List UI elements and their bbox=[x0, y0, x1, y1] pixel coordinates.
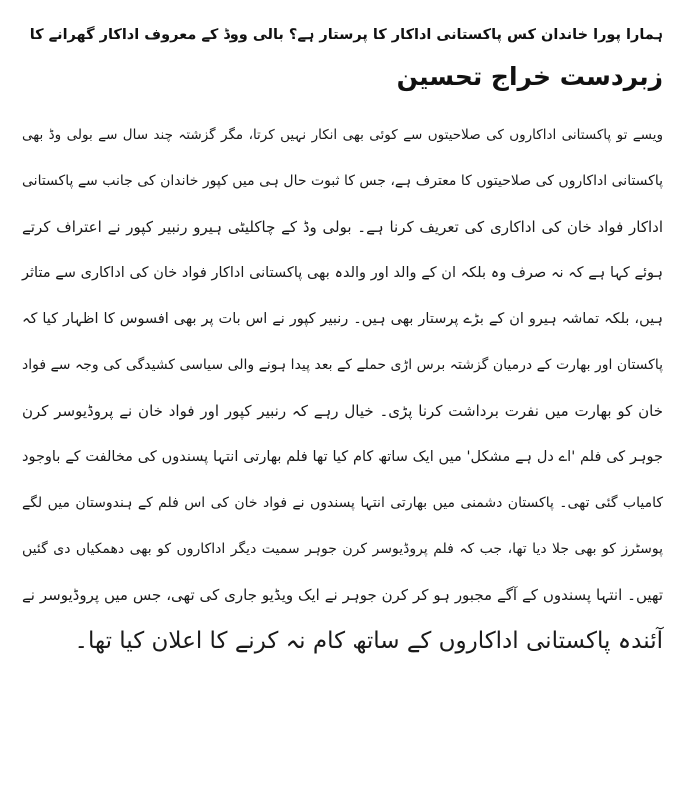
body-line: آئندہ پاکستانی اداکاروں کے ساتھ کام نہ کرنے کا اعلان کیا تھا۔ bbox=[74, 628, 663, 654]
headline-line: زبردست خراج تحسین bbox=[396, 62, 663, 91]
body-line: ہوئے کہا ہے کہ نہ صرف وہ بلکہ ان کے والد اور والدہ بھی پاکستانی اداکار فواد خان کی اداکاری سے متاثر bbox=[22, 265, 663, 281]
body-line: تھیں۔ انتہا پسندوں کے آگے مجبور ہو کر کرن جوہر نے ایک ویڈیو جاری کی تھی، جس میں پروڈیوسر نے bbox=[22, 586, 663, 604]
body-line: پوسٹرز کو بھی جلا دیا تھا، جب کہ فلم پروڈیوسر کرن جوہر سمیت دیگر اداکاروں کو بھی دھمکیاں دی گئیں bbox=[22, 541, 663, 557]
body-line: کامیاب گئی تھی۔ پاکستان دشمنی میں بھارتی انتہا پسندوں نے فواد خان کی اس فلم کے ہندوستان میں لگے bbox=[22, 495, 663, 511]
body-line: اداکار فواد خان کی اداکاری کی تعریف کرنا ہے۔ بولی وڈ کے چاکلیٹی ہیرو رنبیر کپور نے اعتراف کرتے bbox=[22, 218, 663, 236]
body-line: پاکستان اور بھارت کے درمیان گزشتہ برس اڑی حملے کے بعد پیدا ہونے والی سیاسی کشیدگی کی وجہ سے فواد bbox=[22, 357, 663, 373]
article-body bbox=[22, 112, 663, 664]
headline-line: ہمارا پورا خاندان کس پاکستانی اداکار کا پرستار ہے؟ بالی ووڈ کے معروف اداکار گھرانے کا bbox=[29, 27, 663, 43]
body-line: ہیں، بلکہ تماشہ ہیرو ان کے بڑے پرستار بھی ہیں۔ رنبیر کپور نے اس بات پر بھی افسوس کا اظہار کیا کہ bbox=[22, 311, 663, 327]
article-headline bbox=[22, 14, 663, 98]
body-line: ویسے تو پاکستانی اداکاروں کی صلاحیتوں سے کوئی بھی انکار نہیں کرتا، مگر گزشتہ چند سال سے بولی وڈ بھی bbox=[22, 127, 663, 143]
body-line: جوہر کی فلم 'اے دل ہے مشکل' میں ایک ساتھ کام کیا تھا فلم بھارتی انتہا پسندوں کی مخالفت کے باوجود bbox=[22, 449, 663, 465]
body-line: خان کو بھارت میں نفرت برداشت کرنا پڑی۔ خیال رہے کہ رنبیر کپور اور فواد خان نے پروڈیوسر کرن bbox=[22, 402, 663, 420]
body-line: پاکستانی اداکاروں کی صلاحیتوں کا معترف ہے، جس کا ثبوت حال ہی میں کپور خاندان کی جانب سے پاکستانی bbox=[22, 173, 663, 189]
